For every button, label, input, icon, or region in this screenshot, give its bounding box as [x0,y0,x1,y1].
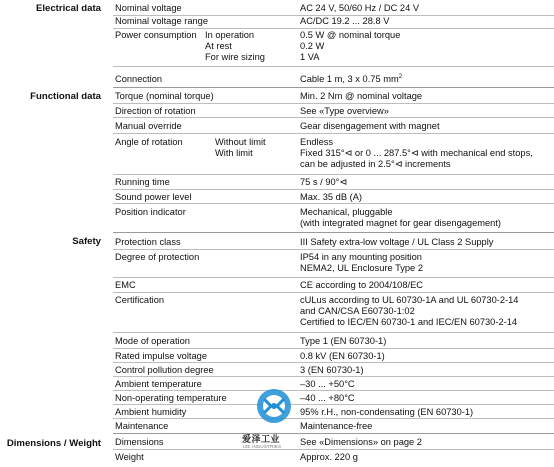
row-divider [113,277,554,278]
value-degree-of-protection [300,252,554,274]
value-connection-text: Cable 1 m, 3 x 0.75 mm [300,74,399,85]
prop-pollution-degree: Control pollution degree [115,365,214,375]
prop-power-sub-wire: For wire sizing [205,52,265,63]
prop-maintenance: Maintenance [115,421,169,431]
value-maintenance: Maintenance-free [300,421,373,431]
value-manual-override: Gear disengagement with magnet [300,121,440,131]
value-rated-impulse: 0.8 kV (EN 60730-1) [300,351,385,361]
row-divider [113,418,554,419]
section-divider [113,232,554,233]
watermark-subtext: IZE INDUSTRIES [243,444,282,449]
value-weight: Approx. 220 g [300,452,358,462]
prop-direction: Direction of rotation [115,106,196,116]
prop-dimensions: Dimensions [115,437,164,447]
value-connection-sup: 2 [398,74,403,80]
value-protection-class: III Safety extra-low voltage / UL Class 2 Supply [300,237,494,247]
prop-ambient-humidity: Ambient humidity [115,407,187,417]
value-non-operating-temp: –40 ... +80°C [300,393,355,403]
value-position-indicator [300,207,554,229]
value-position-line2: (with integrated magnet for gear disengagement) [300,218,502,229]
prop-running-time: Running time [115,177,170,187]
value-cert-line3: Certified to IEC/EN 60730-1 and IEC/EN 60730-2-14 [300,317,518,328]
prop-non-operating-temp: Non-operating temperature [115,393,227,403]
value-connection [300,72,554,85]
row-divider [113,348,554,349]
row-divider [113,292,554,293]
row-divider [113,376,554,377]
prop-power-sub-rest: At rest [205,41,232,52]
value-nominal-voltage: AC 24 V, 50/60 Hz / DC 24 V [300,3,420,13]
prop-position-indicator: Position indicator [115,207,186,217]
prop-degree-of-protection: Degree of protection [115,252,200,262]
row-divider [113,249,554,250]
value-angle-fixed: Fixed 315°⊲ or 0 ... 287.5°⊲ with mechanical end stops, [300,148,533,159]
value-pollution-degree: 3 (EN 60730-1) [300,365,364,375]
row-divider [113,404,554,405]
value-cert-line1: cULus according to UL 60730-1A and UL 60730-2-14 [300,295,519,305]
value-mode-of-operation: Type 1 (EN 60730-1) [300,336,387,346]
section-divider [113,433,554,434]
prop-sound-power: Sound power level [115,192,192,202]
prop-angle-of-rotation [115,137,300,159]
value-power-consumption [300,30,554,64]
prop-rated-impulse: Rated impulse voltage [115,351,207,361]
prop-angle-label: Angle of rotation [115,137,183,147]
row-divider [113,28,554,29]
prop-angle-sub-without: Without limit [215,137,266,147]
row-divider [113,103,554,104]
value-ip54: IP54 in any mounting position [300,252,422,262]
prop-mode-of-operation: Mode of operation [115,336,190,346]
row-divider [113,117,554,118]
row-divider [113,189,554,190]
prop-connection: Connection [115,74,163,84]
row-divider [113,362,554,363]
value-position-line1: Mechanical, pluggable [300,207,393,217]
value-nema2: NEMA2, UL Enclosure Type 2 [300,263,423,274]
prop-power-sub-operation: In operation [205,30,255,40]
value-dimensions: See «Dimensions» on page 2 [300,437,422,447]
section-divider [113,87,554,88]
value-power-operation: 0.5 W @ nominal torque [300,30,401,40]
row-divider [113,203,554,204]
value-torque: Min. 2 Nm @ nominal voltage [300,91,423,101]
value-angle-endless: Endless [300,137,334,147]
section-label-safety: Safety [72,236,101,247]
prop-emc: EMC [115,280,136,290]
value-emc: CE according to 2004/108/EC [300,280,424,290]
section-label-dimensions: Dimensions / Weight [6,438,101,449]
prop-nominal-voltage: Nominal voltage [115,3,182,13]
row-divider [113,133,554,134]
prop-certification: Certification [115,295,165,305]
value-running-time: 75 s / 90°⊲ [300,177,348,187]
row-divider [113,390,554,391]
row-divider [113,449,554,450]
section-label-functional: Functional data [30,91,101,102]
prop-manual-override: Manual override [115,121,182,131]
value-sound-power: Max. 35 dB (A) [300,192,363,202]
value-nominal-voltage-range: AC/DC 19.2 ... 28.8 V [300,16,390,26]
row-divider [113,66,554,67]
value-direction: See «Type overview» [300,106,389,116]
value-ambient-temp: –30 ... +50°C [300,379,355,389]
value-certification [300,295,554,329]
value-angle-adjust: can be adjusted in 2.5°⊲ increments [300,159,451,170]
prop-protection-class: Protection class [115,237,181,247]
value-cert-line2: and CAN/CSA E60730-1:02 [300,306,415,317]
value-power-rest: 0.2 W [300,41,325,52]
prop-torque: Torque (nominal torque) [115,91,214,101]
row-divider [113,174,554,175]
prop-power-consumption [115,30,300,64]
prop-power-consumption-label: Power consumption [115,30,197,40]
prop-nominal-voltage-range: Nominal voltage range [115,16,209,26]
row-divider [113,332,554,333]
value-power-wire: 1 VA [300,52,320,63]
value-ambient-humidity: 95% r.H., non-condensating (EN 60730-1) [300,407,474,417]
section-label-electrical: Electrical data [35,3,101,14]
prop-weight: Weight [115,452,144,462]
prop-angle-sub-with: With limit [215,148,253,159]
watermark-text: 爱泽工业 [242,434,281,444]
prop-ambient-temp: Ambient temperature [115,379,202,389]
value-angle-of-rotation [300,137,554,171]
